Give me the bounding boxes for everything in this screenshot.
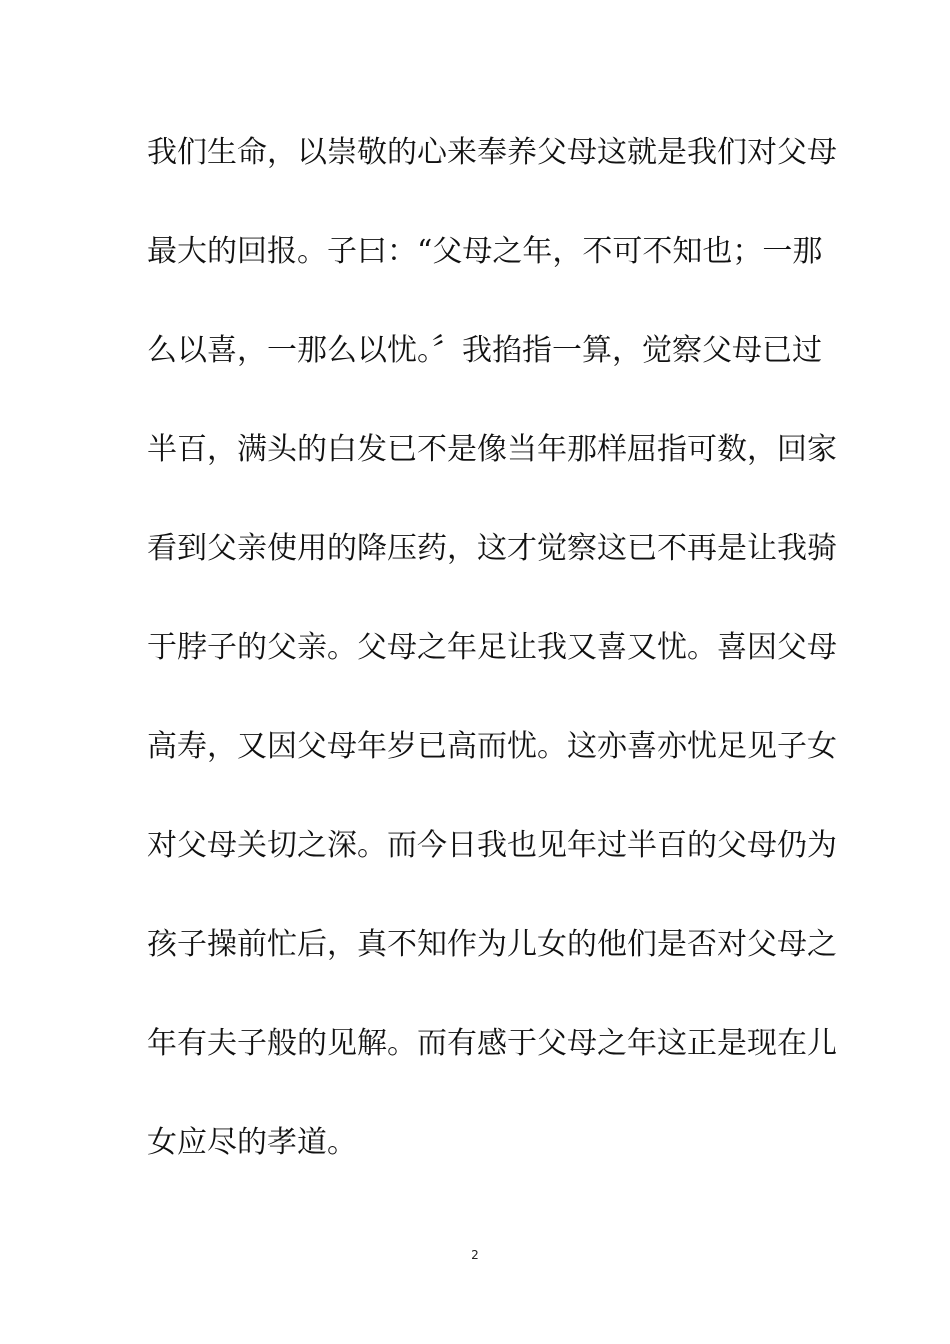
text-line-11: 女应尽的孝道。: [147, 1125, 357, 1160]
text-line-2: 最大的回报。子曰：“父母之年，不可不知也；一那: [147, 234, 823, 269]
text-line-6: 于脖子的父亲。父母之年足让我又喜又忧。喜因父母: [147, 630, 837, 665]
text-line-3: 么以喜，一那么以忧。〞我掐指一算，觉察父母已过: [147, 333, 822, 368]
text-line-9: 孩子操前忙后，真不知作为儿女的他们是否对父母之: [147, 927, 837, 962]
text-line-1: 我们生命，以崇敬的心来奉养父母这就是我们对父母: [147, 135, 837, 170]
text-line-10: 年有夫子般的见解。而有感于父母之年这正是现在儿: [147, 1026, 837, 1061]
text-line-8: 对父母关切之深。而今日我也见年过半百的父母仍为: [147, 828, 837, 863]
body-text: [147, 125, 837, 1214]
text-line-4: 半百，满头的白发已不是像当年那样屈指可数，回家: [147, 432, 837, 467]
text-line-5: 看到父亲使用的降压药，这才觉察这已不再是让我骑: [147, 531, 837, 566]
page-number: 2: [471, 1248, 479, 1262]
text-line-7: 高寿，又因父母年岁已高而忧。这亦喜亦忧足见子女: [147, 729, 837, 764]
